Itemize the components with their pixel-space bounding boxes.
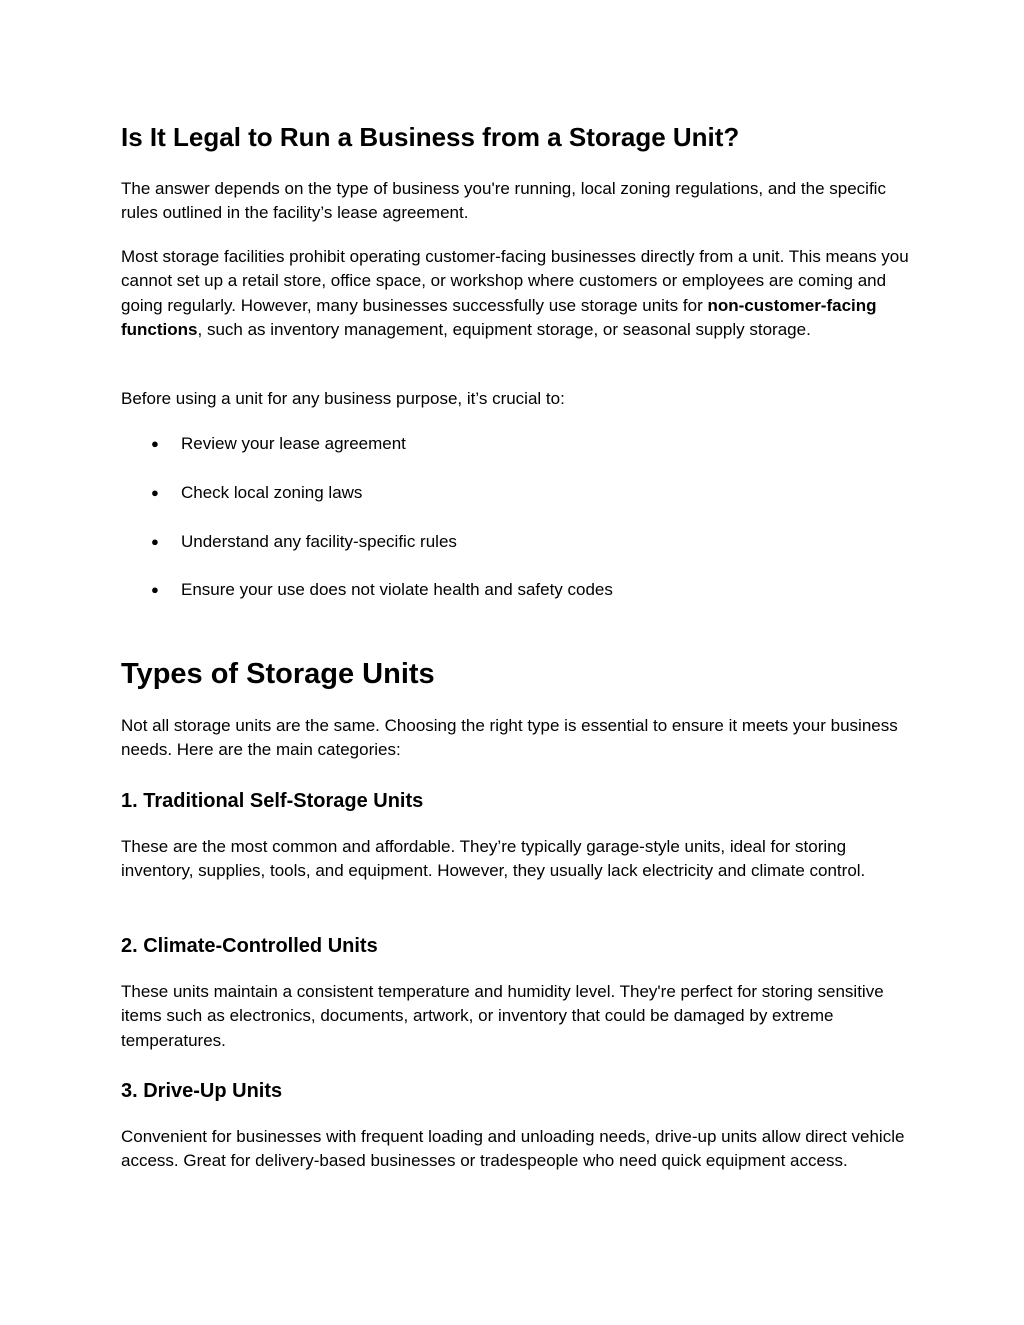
subsection-heading: 1. Traditional Self-Storage Units (121, 790, 424, 812)
prohibition-paragraph (121, 245, 911, 343)
bullet-icon: ● (151, 534, 159, 549)
prohibition-text-start: Most storage facilities prohibit operating customer-facing businesses directly from a unit. This means you cannot set up a retail store, office space, or workshop where customers or employees are coming and going regularly. However, many businesses successfully use storage units for (121, 247, 909, 315)
subsection-paragraph: These units maintain a consistent temperature and humidity level. They're perfect for storing sensitive items such as electronics, documents, artwork, or inventory that could be damaged by extreme temperatures. (121, 982, 884, 1050)
intro-paragraph: The answer depends on the type of business you're running, local zoning regulations, and the specific rules outlined in the facility’s lease agreement. (121, 179, 886, 223)
prohibition-text-bold: non-customer-facing functions (121, 295, 877, 340)
section-intro-paragraph: Not all storage units are the same. Choosing the right type is essential to ensure it meets your business needs. Here are the main categories: (121, 716, 898, 760)
subsection-heading: 2. Climate-Controlled Units (121, 935, 378, 957)
subsection-paragraph: Convenient for businesses with frequent loading and unloading needs, drive-up units allow direct vehicle access. Great for delivery-based businesses or tradespeople who need quick equipment access. (121, 1127, 905, 1171)
section-title (121, 658, 435, 690)
list-item-text: Understand any facility-specific rules (181, 532, 457, 551)
page-title: Is It Legal to Run a Business from a Storage Unit? (121, 122, 740, 152)
section-title-text: Types of Storage Units (121, 658, 435, 690)
bullet-icon: ● (151, 582, 159, 597)
prohibition-text-end: , such as inventory management, equipment storage, or seasonal supply storage. (197, 320, 811, 340)
bullet-icon: ● (151, 485, 159, 500)
list-item-text: Ensure your use does not violate health and safety codes (181, 580, 613, 599)
checklist-lead-paragraph: Before using a unit for any business purpose, it’s crucial to: (121, 389, 565, 408)
subsection-heading: 3. Drive-Up Units (121, 1080, 283, 1102)
bullet-icon: ● (151, 436, 159, 451)
subsection-paragraph: These are the most common and affordable. They’re typically garage-style units, ideal for storing inventory, supplies, tools, and equipment. However, they usually lack electricity and climate control. (121, 837, 866, 881)
list-item-text: Check local zoning laws (181, 483, 363, 502)
list-item-text: Review your lease agreement (181, 434, 406, 453)
